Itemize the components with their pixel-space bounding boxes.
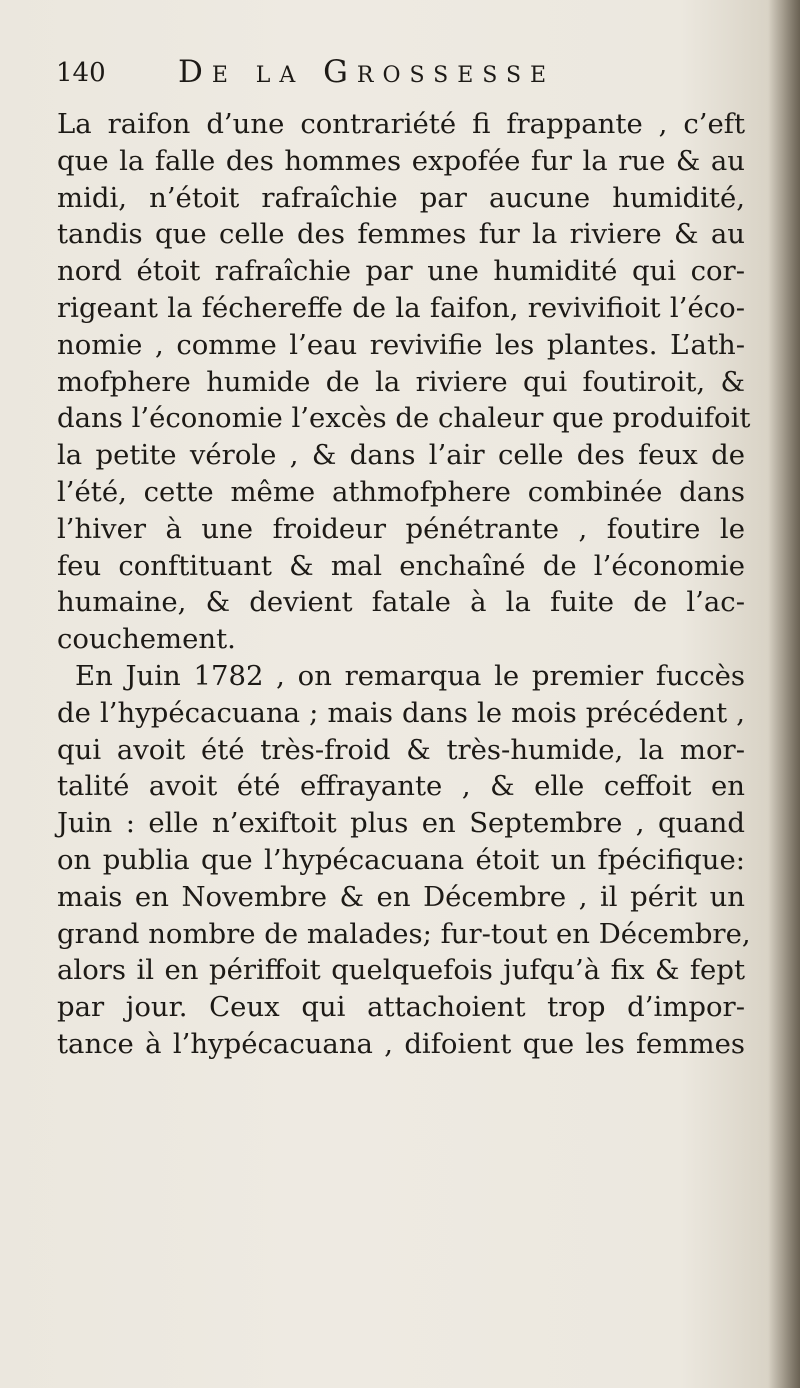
text-line: mais en Novembre & en Décembre , il périt un	[57, 880, 745, 913]
text-line: par jour. Ceux qui attachoient trop d’impor-	[57, 991, 745, 1024]
running-head: De la Grossesse	[178, 54, 556, 90]
body-text	[57, 106, 751, 1063]
text-line: nomie , comme l’eau revivifie les plantes. L’ath-	[57, 328, 745, 361]
text-line: feu conftituant & mal enchaîné de l’économie	[57, 549, 745, 582]
text-line: l’été, cette même athmofphere combinée dans	[57, 475, 745, 508]
page-number: 140	[56, 58, 106, 88]
text-line: de l’hypécacuana ; mais dans le mois précédent ,	[57, 696, 745, 729]
text-line: dans l’économie l’excès de chaleur que produifoit	[57, 402, 751, 435]
text-line: que la falle des hommes expofée fur la rue & au	[57, 144, 745, 177]
text-line: rigeant la féchereffe de la faifon, revivifioit l’éco-	[57, 291, 745, 324]
text-line: couchement.	[57, 623, 236, 656]
text-line: alors il en périffoit quelquefois jufqu’à fix & fept	[57, 954, 745, 987]
text-line: la petite vérole , & dans l’air celle des feux de	[57, 439, 745, 472]
text-line: En Juin 1782 , on remarqua le premier fuccès	[75, 659, 745, 692]
text-line: qui avoit été très-froid & très-humide, la mor-	[57, 733, 745, 766]
text-line: midi, n’étoit rafraîchie par aucune humidité,	[57, 181, 745, 214]
text-line: grand nombre de malades; fur-tout en Décembre,	[57, 917, 751, 950]
text-line: talité avoit été effrayante , & elle ceffoit en	[57, 770, 745, 803]
page-header	[56, 54, 656, 98]
text-line: nord étoit rafraîchie par une humidité qui cor-	[57, 255, 745, 288]
text-line: tandis que celle des femmes fur la riviere & au	[57, 218, 745, 251]
text-line: La raifon d’une contrariété fi frappante , c’eft	[57, 108, 745, 140]
text-line: on publia que l’hypécacuana étoit un fpécifique:	[57, 843, 745, 876]
text-line: l’hiver à une froideur pénétrante , foutire le	[57, 512, 745, 545]
text-line: Juin : elle n’exiftoit plus en Septembre , quand	[57, 807, 745, 840]
text-line: humaine, & devient fatale à la fuite de l’ac-	[57, 586, 745, 619]
text-line: mofphere humide de la riviere qui foutiroit, &	[57, 365, 745, 398]
text-line: tance à l’hypécacuana , difoient que les femmes	[57, 1027, 745, 1060]
page-edge-shadow	[768, 0, 800, 1388]
